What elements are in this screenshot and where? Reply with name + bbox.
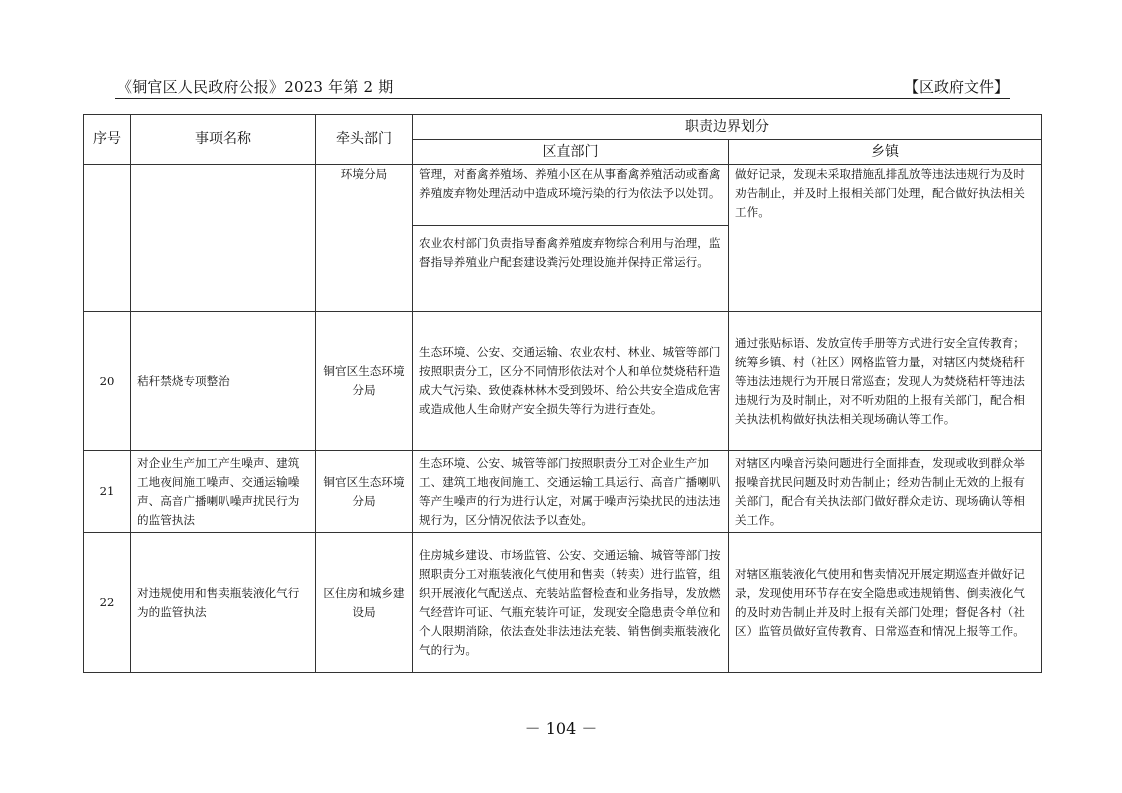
row-lead: 区住房和城乡建设局 [316, 533, 413, 673]
table-row [84, 165, 1042, 312]
header-lead: 牵头部门 [316, 115, 413, 165]
header-num: 序号 [84, 115, 131, 165]
row-town: 对辖区瓶装液化气使用和售卖情况开展定期巡查并做好记录，发现使用环节存在安全隐患或违规销售、倒卖液化气的及时劝告制止并及时上报有关部门处理；督促各村（社区）监管员做好宣传教育、日常巡查和情况上报等工作。 [729, 533, 1042, 673]
row-district [413, 165, 729, 312]
row-lead: 环境分局 [316, 165, 413, 312]
row-district: 生态环境、公安、城管等部门按照职责分工对企业生产加工、建筑工地夜间施工、交通运输工具运行、高音广播喇叭等产生噪声的行为进行认定，对属于噪声污染扰民的违法违规行为，区分情况依法予以查处。 [413, 451, 729, 533]
row-lead: 铜官区生态环境分局 [316, 451, 413, 533]
row-district: 生态环境、公安、交通运输、农业农村、林业、城管等部门按照职责分工，区分不同情形依法对个人和单位焚烧秸秆造成大气污染、致使森林林木受到毁坏、给公共安全造成危害或造成他人生命财产安全损失等行为进行查处。 [413, 312, 729, 451]
header-division: 职责边界划分 [413, 115, 1042, 140]
header-district: 区直部门 [413, 140, 729, 165]
row-name: 秸秆禁烧专项整治 [131, 312, 316, 451]
row-name [131, 165, 316, 312]
header-name: 事项名称 [131, 115, 316, 165]
table-row [84, 533, 1042, 673]
row-lead: 铜官区生态环境分局 [316, 312, 413, 451]
row-town: 通过张贴标语、发放宣传手册等方式进行安全宣传教育；统筹乡镇、村（社区）网格监管力量，对辖区内焚烧秸秆等违法违规行为开展日常巡查；发现人为焚烧秸杆等违法违规行为及时制止，对不听劝阻的上报有关部门，配合相关执法机构做好执法相关现场确认等工作。 [729, 312, 1042, 451]
section-label: 【区政府文件】 [903, 78, 1009, 96]
row-num: 20 [84, 312, 131, 451]
page-number: － 104 － [524, 719, 598, 738]
row-num: 22 [84, 533, 131, 673]
row-town: 对辖区内噪音污染问题进行全面排查，发现或收到群众举报噪音扰民问题及时劝告制止；经劝告制止无效的上报有关部门，配合有关执法部门做好群众走访、现场确认等相关工作。 [729, 451, 1042, 533]
row-num: 21 [84, 451, 131, 533]
row-name: 对违规使用和售卖瓶装液化气行为的监管执法 [131, 533, 316, 673]
bulletin-title: 《铜官区人民政府公报》2023 年第 2 期 [117, 78, 394, 96]
district-text-b: 农业农村部门负责指导畜禽养殖废弃物综合利用与治理，监督指导养殖业户配套建设粪污处理设施并保持正常运行。 [413, 225, 728, 272]
header-divider [115, 98, 1010, 99]
row-district: 住房城乡建设、市场监管、公安、交通运输、城管等部门按照职责分工对瓶装液化气使用和售卖（转卖）进行监管，组织开展液化气配送点、充装站监督检查和业务指导，发放燃气经营许可证、气瓶充装许可证，发现安全隐患责令单位和个人限期消除，依法查处非法违法充装、销售倒卖瓶装液化气的行为。 [413, 533, 729, 673]
responsibility-table [83, 114, 1042, 673]
table-row [84, 312, 1042, 451]
header-town: 乡镇 [729, 140, 1042, 165]
district-text-a: 管理，对畜禽养殖场、养殖小区在从事畜禽养殖活动或畜禽养殖废弃物处理活动中造成环境污染的行为依法予以处罚。 [419, 167, 721, 200]
row-town: 做好记录，发现未采取措施乱排乱放等违法违规行为及时劝告制止，并及时上报相关部门处理，配合做好执法相关工作。 [729, 165, 1042, 312]
row-num [84, 165, 131, 312]
table-row [84, 451, 1042, 533]
row-name: 对企业生产加工产生噪声、建筑工地夜间施工噪声、交通运输噪声、高音广播喇叭噪声扰民行为的监管执法 [131, 451, 316, 533]
